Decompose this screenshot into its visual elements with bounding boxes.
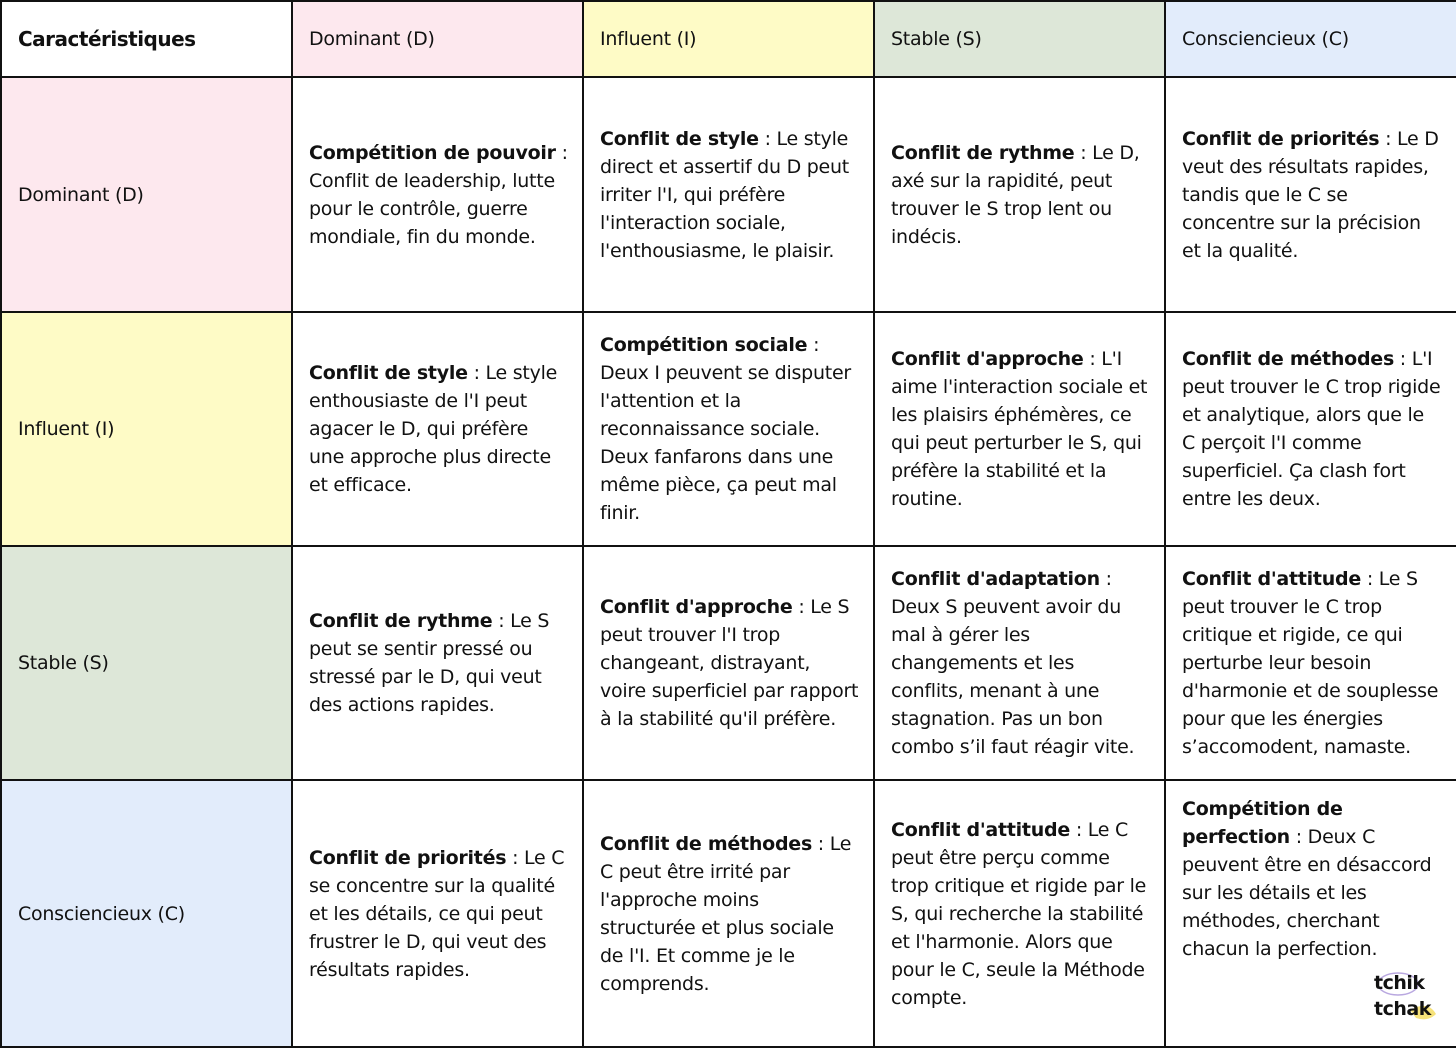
cell-s-i — [583, 546, 874, 780]
cell-term: Conflit d'attitude — [891, 818, 1071, 841]
cell-text: : Le style enthousiaste de l'I peut agacer le D, qui préfère une approche plus directe et efficace. — [309, 362, 558, 496]
cell-s-d — [292, 546, 583, 780]
cell-text: : Le S peut se sentir pressé ou stressé par le D, qui veut des actions rapides. — [309, 610, 550, 716]
cell-text: : Conflit de leadership, lutte pour le contrôle, guerre mondiale, fin du monde. — [309, 141, 568, 248]
cell-text: : Le D veut des résultats rapides, tandis que le C se concentre sur la précision et la qualité. — [1182, 127, 1439, 262]
cell-text: : Le D, axé sur la rapidité, peut trouver le S trop lent ou indécis. — [891, 141, 1140, 248]
row-header-influent: Influent (I) — [1, 312, 292, 546]
table-row-consciencieux — [1, 780, 1456, 1047]
cell-term: Conflit d'approche — [891, 348, 1084, 370]
cell-c-s — [874, 780, 1165, 1047]
column-header-consciencieux: Consciencieux (C) — [1165, 1, 1456, 77]
logo-line-1: tchik — [1374, 972, 1425, 994]
cell-i-s — [874, 312, 1165, 546]
cell-term: Compétition de pouvoir — [309, 141, 556, 164]
cell-term: Compétition de perfection — [1182, 798, 1343, 848]
table-row-influent — [1, 312, 1456, 546]
table-row-stable — [1, 546, 1456, 780]
cell-i-d — [292, 312, 583, 546]
cell-term: Conflit de méthodes — [600, 832, 813, 855]
cell-s-c — [1165, 546, 1456, 780]
cell-d-i — [583, 77, 874, 312]
cell-i-c — [1165, 312, 1456, 546]
cell-d-d — [292, 77, 583, 312]
row-header-consciencieux: Consciencieux (C) — [1, 780, 292, 1047]
cell-d-s — [874, 77, 1165, 312]
cell-c-i — [583, 780, 874, 1047]
tchik-tchak-logo — [1370, 970, 1442, 1030]
cell-text: : L'I peut trouver le C trop rigide et analytique, alors que le C perçoit l'I comme superficiel. Ça clash fort entre les deux. — [1182, 348, 1441, 510]
cell-text: : Le S peut trouver l'I trop changeant, distrayant, voire superficiel par rapport à la stabilité qu'il préfère. — [600, 596, 859, 730]
cell-term: Conflit d'attitude — [1182, 568, 1362, 590]
table-row-dominant — [1, 77, 1456, 312]
cell-term: Conflit de priorités — [309, 846, 507, 869]
cell-term: Conflit de rythme — [891, 141, 1075, 164]
cell-s-s — [874, 546, 1165, 780]
cell-i-i — [583, 312, 874, 546]
column-header-stable: Stable (S) — [874, 1, 1165, 77]
cell-text: : Le style direct et assertif du D peut irriter l'I, qui préfère l'interaction sociale, l'enthousiasme, le plaisir. — [600, 127, 849, 262]
cell-text: : Deux S peuvent avoir du mal à gérer les changements et les conflits, menant à une stagnation. Pas un bon combo s’il faut réagir vite. — [891, 568, 1135, 758]
column-header-influent: Influent (I) — [583, 1, 874, 77]
cell-text: : Le C peut être perçu comme trop critique et rigide par le S, qui recherche la stabilité et l'harmonie. Alors que pour le C, seule la Méthode compte. — [891, 818, 1147, 1009]
cell-term: Conflit d'approche — [600, 596, 793, 618]
cell-text: : Deux I peuvent se disputer l'attention et la reconnaissance sociale. Deux fanfarons dans une même pièce, ça peut mal finir. — [600, 334, 851, 524]
cell-term: Conflit de méthodes — [1182, 348, 1395, 370]
cell-term: Conflit de rythme — [309, 610, 493, 632]
cell-term: Compétition sociale — [600, 334, 808, 356]
cell-text: : L'I aime l'interaction sociale et les plaisirs éphémères, ce qui peut perturber le S, qui préfère la stabilité et la routine. — [891, 348, 1148, 510]
column-header-dominant: Dominant (D) — [292, 1, 583, 77]
cell-term: Conflit de priorités — [1182, 127, 1380, 150]
header-row — [1, 1, 1456, 77]
logo-line-2: tchak — [1374, 998, 1431, 1020]
cell-term: Conflit d'adaptation — [891, 568, 1100, 590]
corner-header: Caractéristiques — [1, 1, 292, 77]
cell-text: : Le C se concentre sur la qualité et les détails, ce qui peut frustrer le D, qui veut des résultats rapides. — [309, 846, 565, 981]
cell-text: : Le S peut trouver le C trop critique et rigide, ce qui perturbe leur besoin d'harmonie et de souplesse pour que les énergies s’accomodent, namaste. — [1182, 568, 1439, 758]
row-header-dominant: Dominant (D) — [1, 77, 292, 312]
cell-text: : Le C peut être irrité par l'approche moins structurée et plus sociale de l'I. Et comme je le comprends. — [600, 832, 852, 995]
row-header-stable: Stable (S) — [1, 546, 292, 780]
cell-term: Conflit de style — [309, 362, 468, 384]
cell-c-d — [292, 780, 583, 1047]
cell-term: Conflit de style — [600, 127, 759, 150]
cell-text: : Deux C peuvent être en désaccord sur les détails et les méthodes, cherchant chacun la perfection. — [1182, 826, 1432, 960]
cell-d-c — [1165, 77, 1456, 312]
